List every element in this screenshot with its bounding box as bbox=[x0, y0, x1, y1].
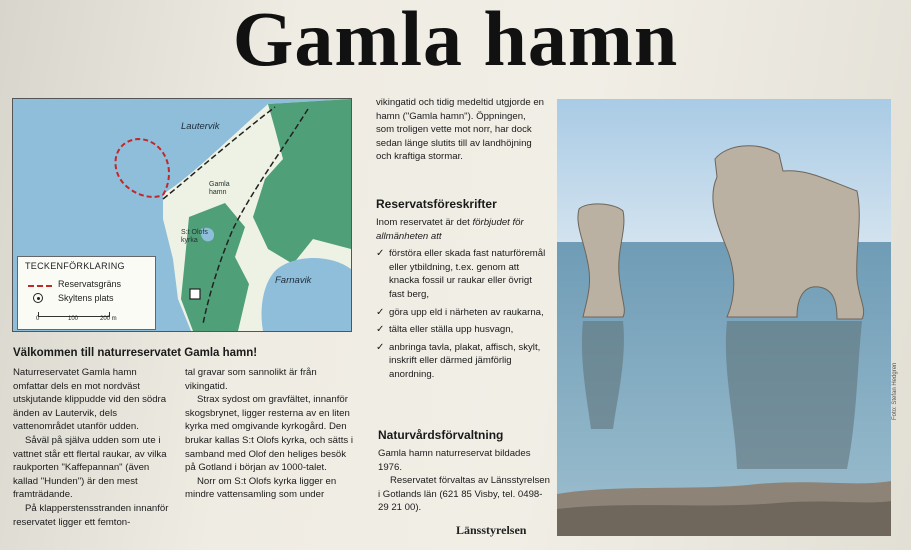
map-label-lautervik: Lautervik bbox=[181, 121, 220, 132]
map-label-st-olofs: S:t Olofs kyrka bbox=[181, 229, 208, 244]
history-text bbox=[185, 366, 355, 502]
rules-intro bbox=[376, 216, 546, 243]
history-paragraph-2: Strax sydost om gravfältet, innanför skogsbrynet, ligger resterna av en liten kyrka med omgivande kyrkogård. Den brukar kallas S:t Olofs kyrka, och sätts i samband med Olof den heliges besök på Gotland i början av 1000-talet. bbox=[185, 394, 353, 474]
rules-intro-emphasis: förbjudet för allmänheten att bbox=[376, 217, 524, 242]
boundary-line-symbol bbox=[28, 285, 52, 287]
scale-label-0: 0 bbox=[36, 316, 40, 322]
map-label-gamla-hamn: Gamla hamn bbox=[209, 181, 230, 196]
rules-section bbox=[376, 216, 546, 386]
rule-item: ✓ tälta eller ställa upp husvagn, bbox=[376, 323, 546, 337]
rules-heading: Reservatsföreskrifter bbox=[376, 197, 497, 211]
legend-title: TECKENFÖRKLARING bbox=[25, 261, 125, 271]
map-legend bbox=[17, 256, 156, 330]
rule-item: ✓ förstöra eller skada fast naturföremål eller ytbildning, t.ex. genom att knacka fossil ur raukar eller övrigt fast berg, bbox=[376, 247, 546, 301]
management-heading: Naturvårdsförvaltning bbox=[378, 428, 504, 442]
legend-boundary: Reservatsgräns bbox=[58, 279, 122, 289]
rule-item: ✓ anbringa tavla, plakat, affisch, skylt, inskrift eller därmed jämförlig anordning. bbox=[376, 341, 546, 382]
history-paragraph-3: Norr om S:t Olofs kyrka ligger en mindre vattensamling som under bbox=[185, 475, 337, 501]
welcome-heading: Välkommen till naturreservatet Gamla hamn! bbox=[13, 347, 258, 359]
map-label-farnavik: Farnavik bbox=[275, 275, 312, 286]
management-paragraph-2: Reservatet förvaltas av Länsstyrelsen i Gotlands län (621 85 Visby, tel. 0498-29 21 00). bbox=[378, 475, 550, 514]
photo-credit: Foto: Stefan Hedgren bbox=[892, 362, 898, 420]
management-paragraph-1: Gamla hamn naturreservat bildades 1976. bbox=[378, 448, 531, 473]
welcome-paragraph-2: Såväl på själva udden som ute i vattnet står ett flertal raukar, av vilka raukporten "Kaffepannan" (även kallad "Hunden") är den mest framträdande. bbox=[13, 434, 167, 501]
sign-location-icon bbox=[33, 293, 43, 303]
scale-label-200: 200 m bbox=[100, 316, 117, 322]
welcome-paragraph-3: På klapperstensstranden innanför reservatet ligger ett femton- bbox=[13, 502, 169, 528]
management-text bbox=[378, 447, 550, 515]
scale-label-100: 100 bbox=[68, 316, 79, 322]
harbour-paragraph: vikingatid och tidig medeltid utgjorde en hamn ("Gamla hamn"). Öppningen, som troligen vette mot norr, har dock sedan länge slutits till av landhöjning och kraftiga stormar. bbox=[376, 97, 544, 163]
welcome-paragraph-1: Naturreservatet Gamla hamn omfattar dels en mot nordväst utskjutande klippudde vid den södra änden av Lautervik, dels vattenområdet utanför udden. bbox=[13, 367, 167, 433]
rauk-photo bbox=[557, 99, 891, 536]
signature: Länsstyrelsen bbox=[456, 523, 527, 537]
rules-intro-start: Inom reservatet är det bbox=[376, 217, 473, 228]
rauk-photo-graphic bbox=[557, 99, 891, 536]
harbour-text bbox=[376, 96, 546, 164]
history-paragraph-1: tal gravar som sannolikt är från vikingatid. bbox=[185, 367, 317, 392]
welcome-text bbox=[13, 366, 173, 529]
rule-item: ✓ göra upp eld i närheten av raukarna, bbox=[376, 306, 546, 320]
legend-sign-location: Skyltens plats bbox=[58, 293, 114, 303]
sign-title: Gamla hamn bbox=[232, 0, 679, 82]
